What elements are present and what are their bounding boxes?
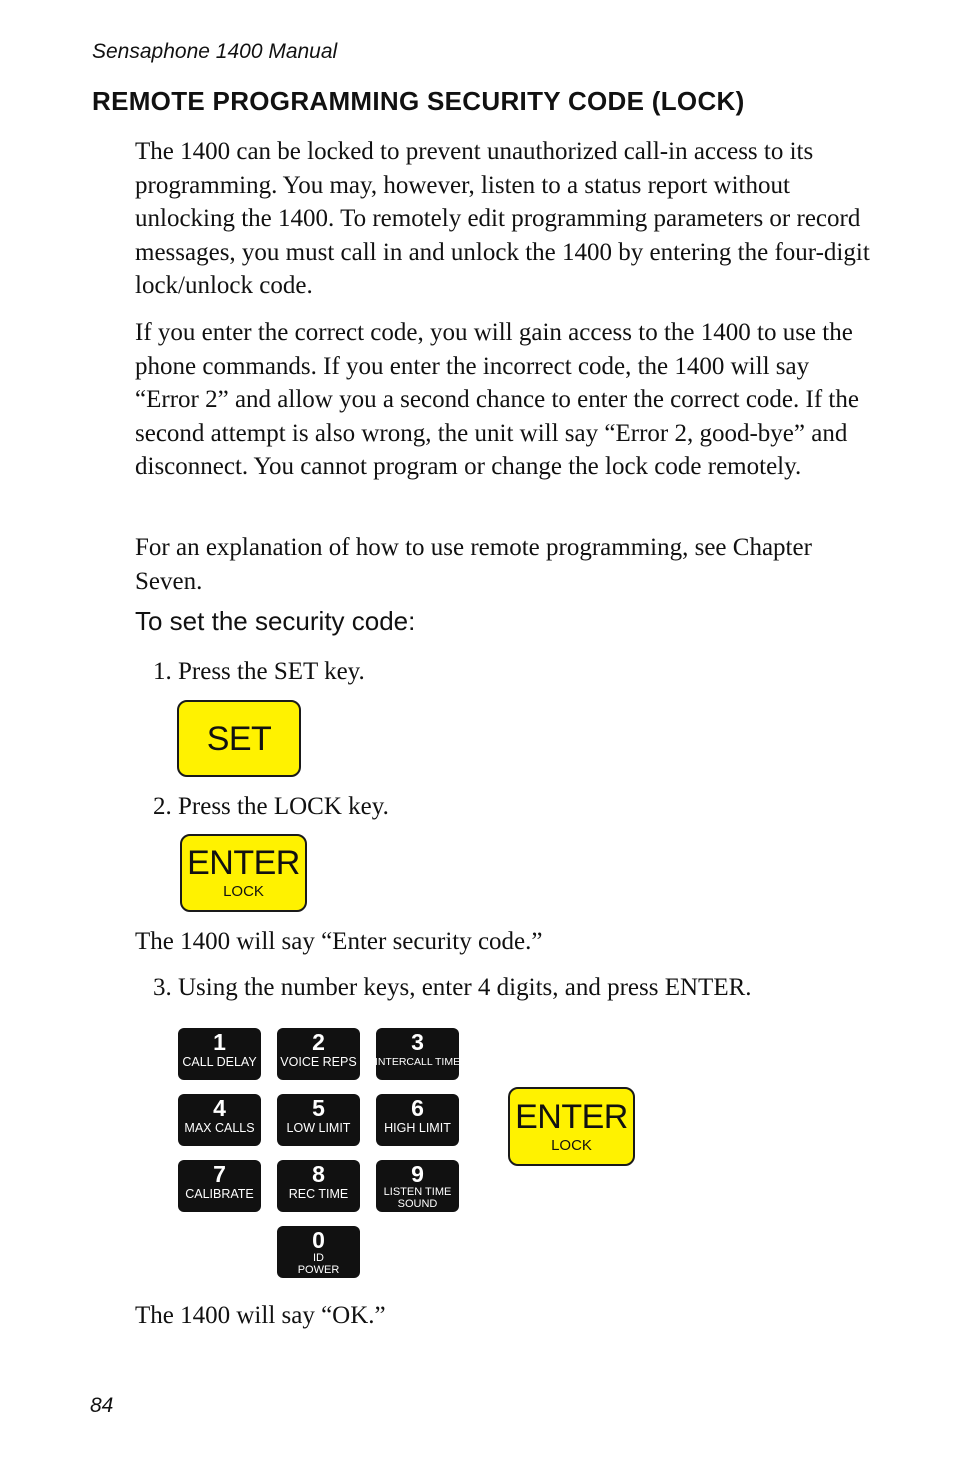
key-function-label: VOICE REPS bbox=[280, 1055, 357, 1069]
number-key-8 bbox=[277, 1160, 360, 1212]
running-header: Sensaphone 1400 Manual bbox=[92, 40, 338, 63]
step-3: 3. Using the number keys, enter 4 digits, and press ENTER. bbox=[153, 974, 752, 1001]
lock-key-label: LOCK bbox=[551, 1136, 592, 1154]
paragraph-lock-intro: The 1400 can be locked to prevent unauthorized call-in access to its programming. You may, however, listen to a status report without unlocking the 1400. To remotely edit programming parameters or record messages, you must call in and unlock the 1400 by entering the four-digit lock/unlock code. bbox=[135, 138, 870, 300]
lock-key-label: LOCK bbox=[223, 883, 264, 900]
key-function-label: LOW LIMIT bbox=[286, 1121, 351, 1135]
set-key-label: SET bbox=[206, 719, 272, 758]
enter-security-code-note: The 1400 will say “Enter security code.” bbox=[135, 928, 543, 955]
key-function-label: CALIBRATE bbox=[185, 1187, 254, 1201]
step-2: 2. Press the LOCK key. bbox=[153, 793, 389, 820]
number-key-3 bbox=[376, 1028, 459, 1080]
key-function-label: CALL DELAY bbox=[182, 1055, 257, 1069]
step-1: 1. Press the SET key. bbox=[153, 658, 365, 685]
key-function-label: HIGH LIMIT bbox=[384, 1121, 451, 1135]
key-digit: 3 bbox=[411, 1029, 424, 1055]
number-key-0 bbox=[277, 1226, 360, 1278]
key-digit: 2 bbox=[312, 1029, 325, 1055]
key-function-label-2: POWER bbox=[297, 1264, 340, 1276]
key-digit: 1 bbox=[213, 1029, 226, 1055]
ok-note: The 1400 will say “OK.” bbox=[135, 1302, 386, 1329]
number-key-7 bbox=[178, 1160, 261, 1212]
paragraph-code-entry: If you enter the correct code, you will gain access to the 1400 to use the phone commands. If you enter the incorrect code, the 1400 will say “Error 2” and allow you a second chance to enter the correct code. If the second attempt is also wrong, the unit will say “Error 2, good-bye” and disconnect. You cannot program or change the lock code remotely. bbox=[135, 319, 859, 481]
key-digit: 5 bbox=[312, 1095, 325, 1121]
key-digit: 4 bbox=[213, 1095, 226, 1121]
key-digit: 8 bbox=[312, 1161, 325, 1187]
number-key-6 bbox=[376, 1094, 459, 1146]
number-key-2 bbox=[277, 1028, 360, 1080]
key-function-label: ID bbox=[313, 1252, 324, 1264]
key-function-label: MAX CALLS bbox=[184, 1121, 255, 1135]
enter-key bbox=[508, 1087, 635, 1166]
key-digit: 9 bbox=[411, 1161, 424, 1187]
number-key-9 bbox=[376, 1160, 459, 1212]
page-number: 84 bbox=[90, 1394, 114, 1417]
subheading-set-security-code: To set the security code: bbox=[135, 606, 416, 636]
key-function-label: INTERCALL TIME bbox=[374, 1056, 461, 1068]
paragraph-chapter-reference: For an explanation of how to use remote programming, see Chapter Seven. bbox=[135, 534, 812, 595]
key-digit: 7 bbox=[213, 1161, 226, 1187]
key-function-label-2: SOUND bbox=[397, 1198, 438, 1210]
number-key-5 bbox=[277, 1094, 360, 1146]
enter-key-label: ENTER bbox=[187, 844, 300, 882]
key-digit: 6 bbox=[411, 1095, 424, 1121]
enter-lock-key bbox=[180, 834, 307, 912]
number-key-1 bbox=[178, 1028, 261, 1080]
key-function-label: LISTEN TIME bbox=[383, 1186, 452, 1198]
enter-key-label: ENTER bbox=[515, 1097, 628, 1136]
number-key-4 bbox=[178, 1094, 261, 1146]
set-key bbox=[177, 700, 301, 777]
key-function-label: REC TIME bbox=[288, 1187, 349, 1201]
key-digit: 0 bbox=[312, 1227, 325, 1253]
section-title: REMOTE PROGRAMMING SECURITY CODE (LOCK) bbox=[92, 86, 745, 116]
